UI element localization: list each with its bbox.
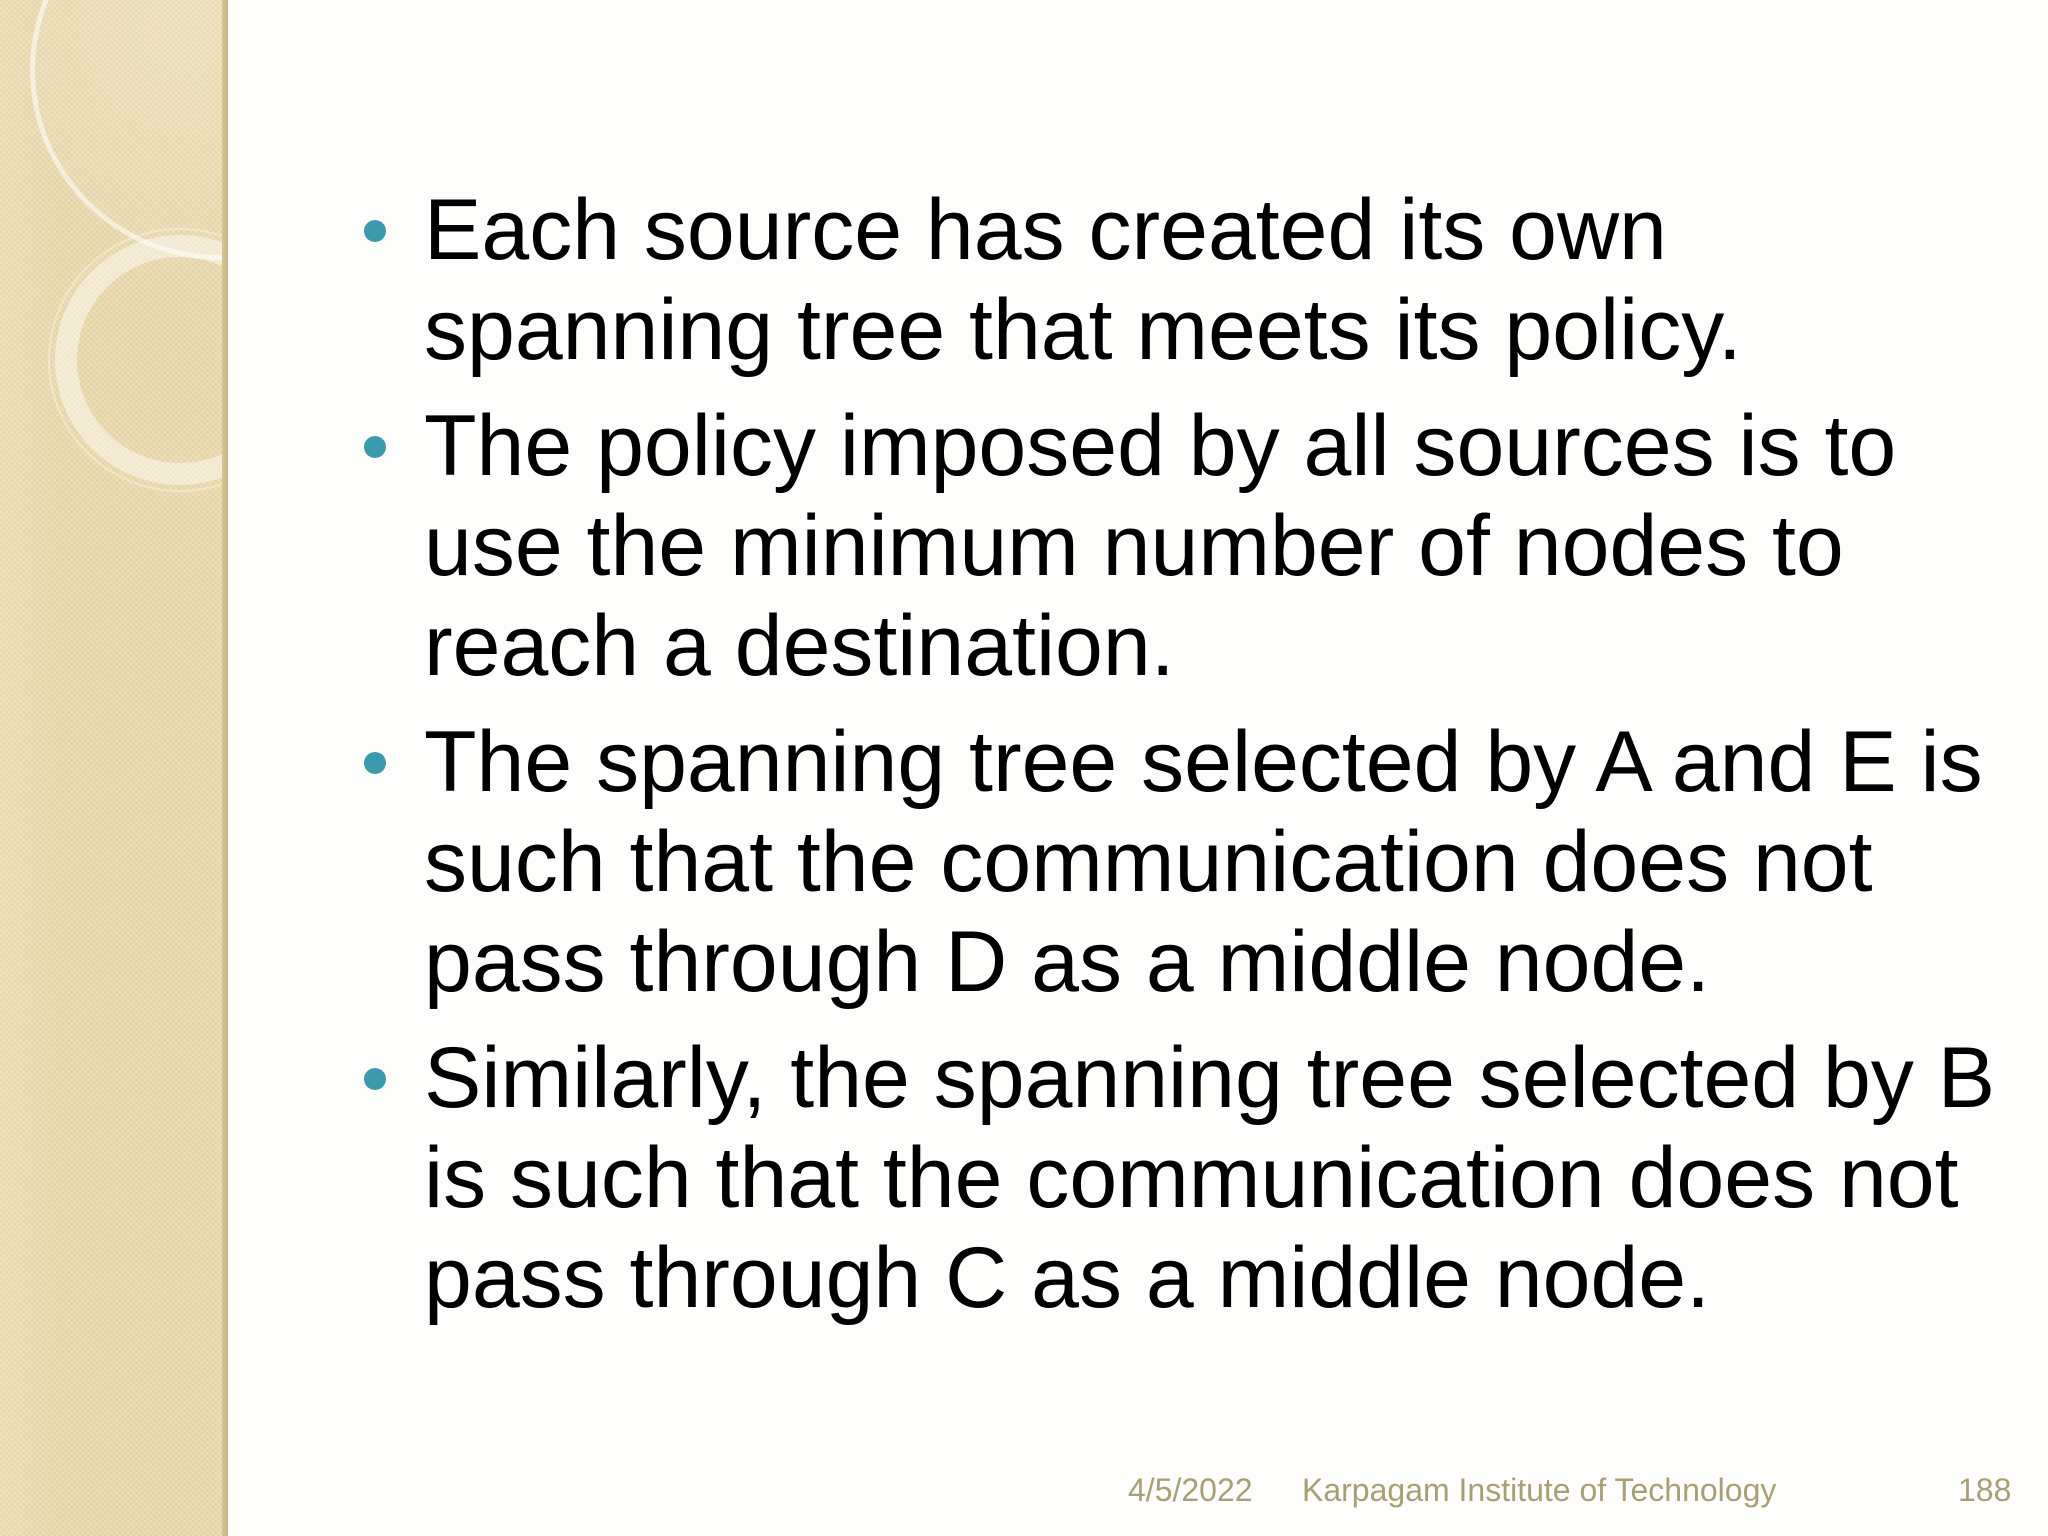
bullet-item: [352, 396, 2012, 696]
slide-content: [352, 180, 2012, 1344]
side-panel-edge: [222, 0, 228, 1536]
bullet-item: [352, 180, 2012, 380]
bullet-dot-icon: [364, 752, 386, 774]
bullet-text: Similarly, the spanning tree selected by B is such that the communication does not pass through C as a middle node.: [424, 1030, 1996, 1326]
bullet-text: The spanning tree selected by A and E is such that the communication does not pass through D as a middle node.: [424, 714, 1983, 1010]
bullet-text: Each source has created its own spanning tree that meets its policy.: [424, 182, 1742, 378]
decorative-side-panel: [0, 0, 228, 1536]
bullet-text: The policy imposed by all sources is to use the minimum number of nodes to reach a destination.: [424, 398, 1897, 694]
footer-page-number: 188: [1958, 1472, 2012, 1508]
footer-date: 4/5/2022: [1128, 1472, 1253, 1508]
footer-organization: Karpagam Institute of Technology: [1302, 1472, 1777, 1508]
bullet-dot-icon: [364, 436, 386, 458]
bullet-dot-icon: [364, 1068, 386, 1090]
bullet-list: [352, 180, 2012, 1328]
bullet-item: [352, 1028, 2012, 1328]
bullet-item: [352, 712, 2012, 1012]
bullet-dot-icon: [364, 220, 386, 242]
decorative-circle-large: [30, 0, 228, 260]
